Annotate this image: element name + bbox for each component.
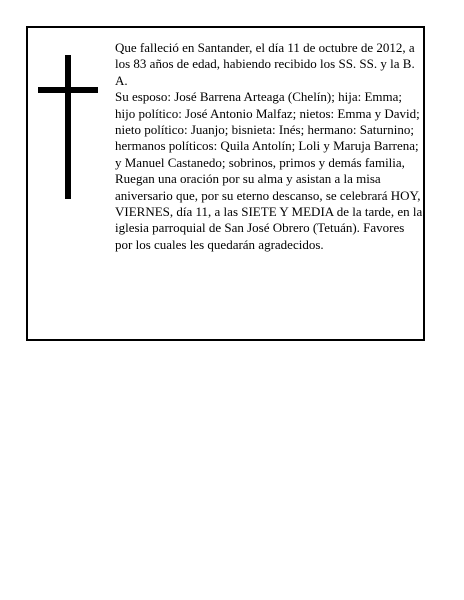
obituary-notice (26, 26, 425, 341)
notice-death-announcement: Que falleció en Santander, el día 11 de octubre de 2012, a los 83 años de edad, habiendo recibido los SS. SS. y la B. A. (115, 40, 415, 88)
cross-vertical-bar (65, 55, 71, 199)
notice-mass-invitation: Ruegan una oración por su alma y asistan a la misa aniversario que, por su eterno descanso, se celebrará HOY, VIERNES, día 11, a las SIETE Y MEDIA de la tarde, en la iglesia parroquial de San José Obrero (Tetuán). Favores por los cuales les quedarán agradecidos. (115, 171, 423, 252)
notice-family-list: Su esposo: José Barrena Arteaga (Chelín); hija: Emma; hijo político: José Antonio Malfaz; nietos: Emma y David; nieto político: Juanjo; bisnieta: Inés; hermano: Saturnino; hermanos políticos: Quila Antolín; Loli y Maruja Barrena; y Manuel Castanedo; sobrinos, primos y demás familia, (115, 89, 420, 170)
latin-cross-icon (38, 55, 98, 199)
notice-text (115, 40, 423, 253)
cross-horizontal-bar (38, 87, 98, 93)
